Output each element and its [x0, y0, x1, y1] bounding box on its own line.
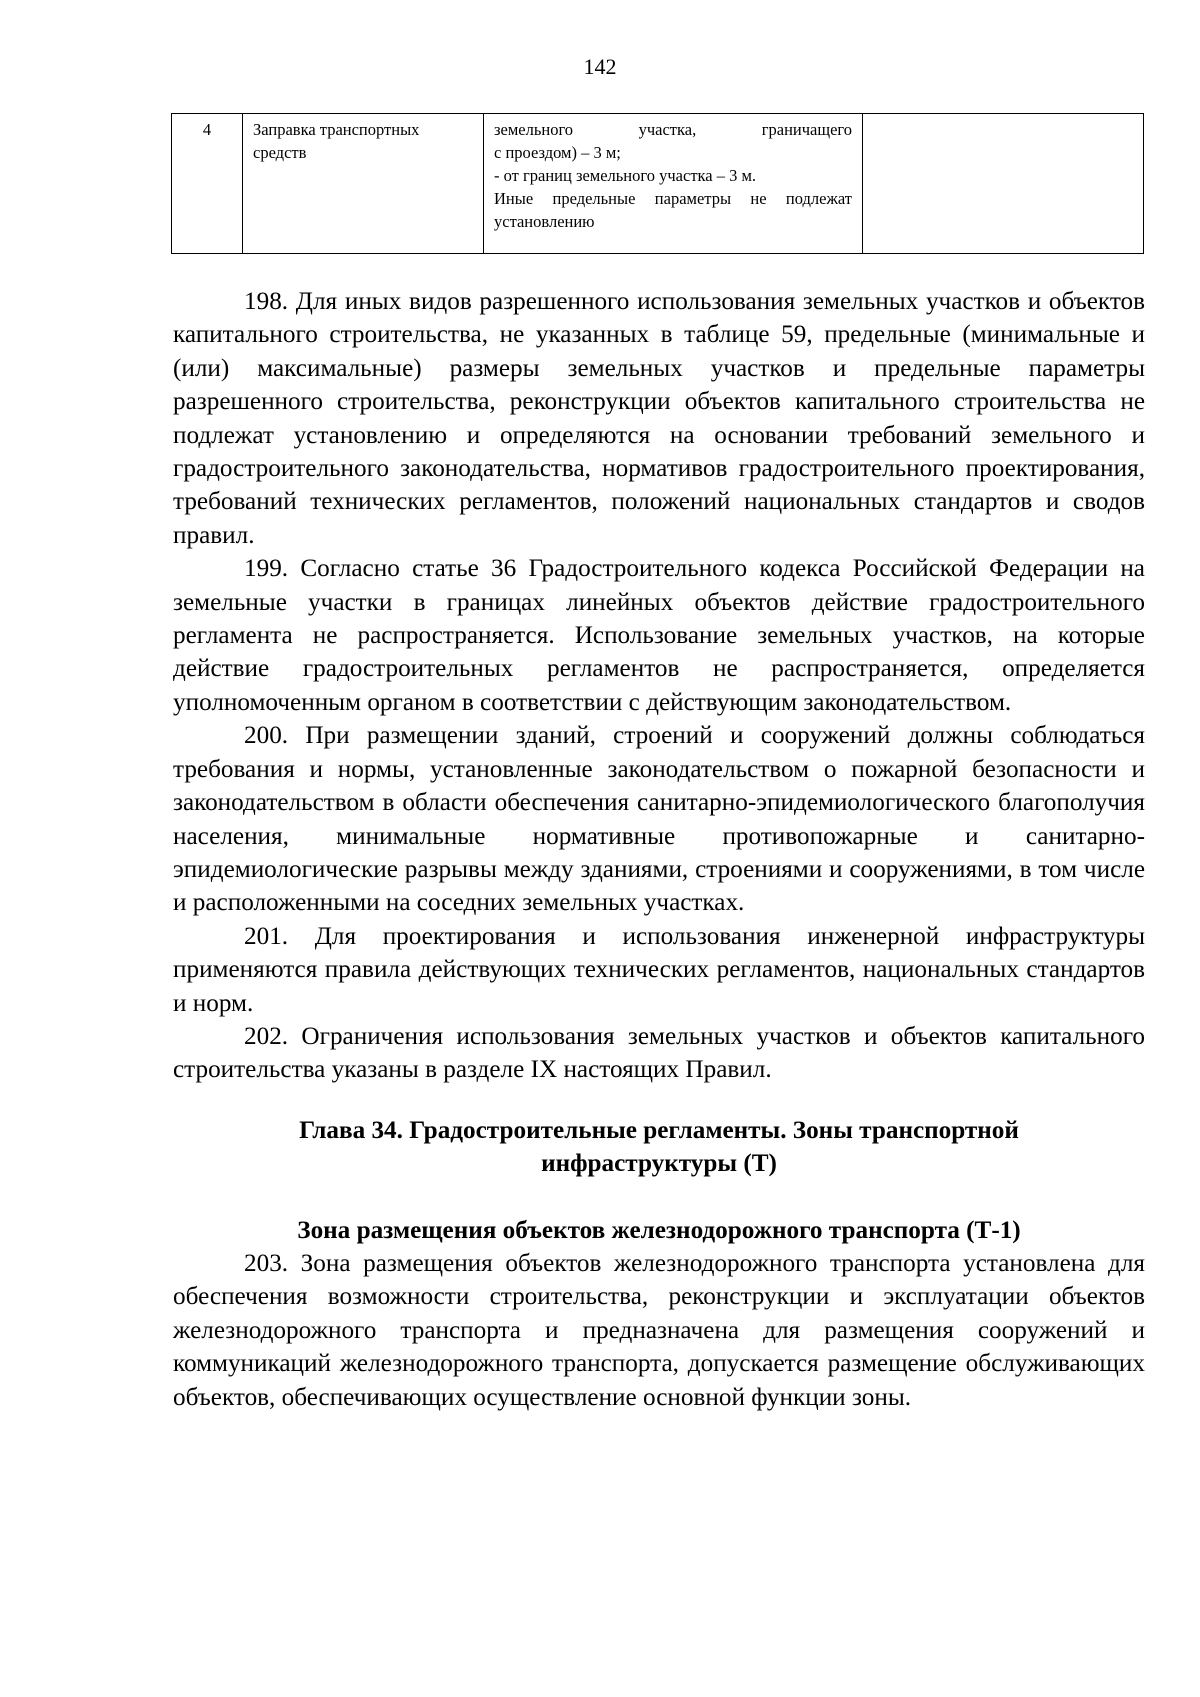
- paragraph-202: 202. Ограничения использования земельных участков и объектов капитального строительства указаны в разделе IX настоящих Правил.: [173, 1022, 1145, 1084]
- document-body: [173, 285, 1145, 1414]
- parameters-line: Иные предельные параметры не подлежат установлению: [494, 189, 852, 232]
- chapter-heading-line: инфраструктуры (Т): [541, 1150, 777, 1178]
- paragraph-199: 199. Согласно статье 36 Градостроительного кодекса Российской Федерации на земельные участки в границах линейных объектов действие градостроительного регламента не распространяется. Использование земельных участков, на которые действие градостроительных регламентов не распространяется, определяется уполномоченным органом в соответствии с действующим законодательством.: [173, 555, 1145, 716]
- parameters-line: с проездом) – 3 м;: [494, 143, 621, 163]
- paragraph-198: 198. Для иных видов разрешенного использования земельных участков и объектов капитального строительства, не указанных в таблице 59, предельные (минимальные и (или) максимальные) размеры земельных участков и предельные параметры разрешенного строительства, реконструкции объектов капитального строительства не подлежат установлению и определяются на основании требований земельного и градостроительного законодательства, нормативов градостроительного проектирования, требований технических регламентов, положений национальных стандартов и сводов правил.: [173, 288, 1145, 549]
- parameters-cell: [484, 114, 863, 254]
- chapter-heading-line: Глава 34. Градостроительные регламенты. Зоны транспортной: [299, 1116, 1019, 1144]
- chapter-heading: [173, 1114, 1145, 1181]
- permitted-use-cell: Заправка транспортных средств: [243, 114, 484, 254]
- paragraph-203: 203. Зона размещения объектов железнодорожного транспорта установлена для обеспечения возможности строительства, реконструкции и эксплуатации объектов железнодорожного транспорта и предназначена для размещения сооружений и коммуникаций железнодорожного транспорта, допускается размещение обслуживающих объектов, обеспечивающих осуществление основной функции зоны.: [173, 1249, 1145, 1411]
- parameters-line: земельного участка, граничащего: [494, 120, 852, 139]
- continuation-table: [171, 113, 1144, 254]
- paragraph-200: 200. При размещении зданий, строений и сооружений должны соблюдаться требования и нормы, установленные законодательством о пожарной безопасности и законодательством в области обеспечения санитарно-эпидемиологического благополучия населения, минимальные нормативные противопожарные и санитарно-эпидемиологические разрывы между зданиями, строениями и сооружениями, в том числе и расположенными на соседних земельных участках.: [173, 722, 1145, 917]
- row-number-cell: 4: [172, 114, 243, 254]
- table-row: [172, 114, 1144, 254]
- parameters-line: - от границ земельного участка – 3 м.: [494, 166, 757, 186]
- empty-cell: [863, 114, 1144, 254]
- page-number: 142: [583, 54, 617, 79]
- zone-heading: Зона размещения объектов железнодорожного транспорта (Т-1): [297, 1216, 1021, 1244]
- paragraph-201: 201. Для проектирования и использования инженерной инфраструктуры применяются правила действующих технических регламентов, национальных стандартов и норм.: [173, 922, 1145, 1017]
